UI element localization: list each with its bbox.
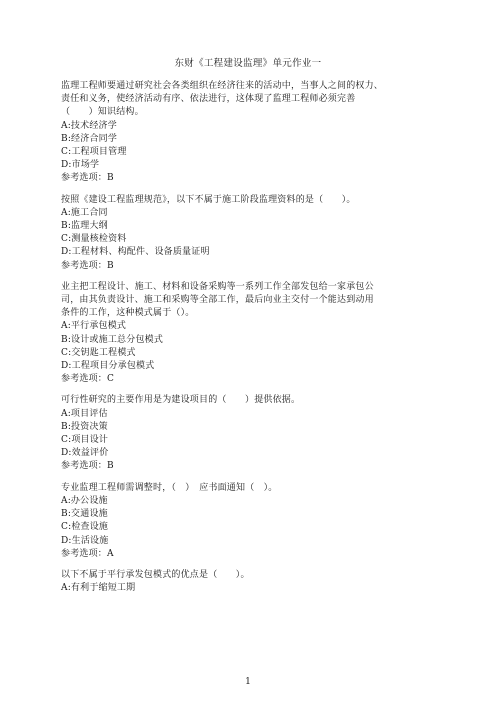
reference-answer: 参考选项：B <box>61 461 114 472</box>
option-c: C:测量核检资料 <box>61 234 127 245</box>
option-a: A:平行承包模式 <box>61 321 127 332</box>
question-stem-line: （ ）知识结构。 <box>61 107 144 118</box>
reference-answer: 参考选项：A <box>61 548 114 559</box>
option-b: B:交通设施 <box>61 509 108 520</box>
option-c: C:检查设施 <box>61 522 109 533</box>
option-a: A:项目评估 <box>61 408 108 419</box>
option-d: D:工程项目分承包模式 <box>61 361 155 372</box>
option-b: B:设计或施工总分包模式 <box>61 334 164 345</box>
option-a: A:技术经济学 <box>61 120 117 131</box>
option-c: C:项目设计 <box>61 435 109 446</box>
option-d: D:工程材料、构配件、设备质量证明 <box>61 247 210 258</box>
question-stem-line: 业主把工程设计、施工、材料和设备采购等一系列工作全部发包给一家承包公 <box>61 281 374 292</box>
option-d: D:市场学 <box>61 160 100 171</box>
question-4 <box>61 394 441 473</box>
option-a: A:施工合同 <box>61 207 108 218</box>
option-d: D:生活设施 <box>61 535 109 546</box>
question-1 <box>61 80 441 186</box>
question-stem-line: 可行性研究的主要作用是为建设项目的（ ）提供依据。 <box>61 395 301 406</box>
option-c: C:工程项目管理 <box>61 147 127 158</box>
option-b: B:监理大纲 <box>61 221 108 232</box>
page-title: 东财《工程建设监理》单元作业一 <box>174 58 322 69</box>
question-2 <box>61 194 441 273</box>
page-number: 1 <box>245 677 251 687</box>
question-stem-line: 以下不属于平行承发包模式的优点是（ ）。 <box>61 569 250 580</box>
question-list <box>61 80 441 603</box>
option-a: A:有利于缩短工期 <box>61 583 136 594</box>
question-stem-line: 条件的工作，这种模式属于（）。 <box>61 308 195 319</box>
option-d: D:效益评价 <box>61 448 109 459</box>
question-6 <box>61 569 441 595</box>
option-b: B:投资决策 <box>61 421 108 432</box>
question-stem-line: 专业监理工程师需调整时，（ ） 应书面通知（ ）。 <box>61 482 278 493</box>
option-a: A:办公设施 <box>61 495 108 506</box>
option-c: C:交钥匙工程模式 <box>61 347 136 358</box>
question-stem-line: 司，由其负责设计、施工和采购等全部工作，最后向业主交付一个能达到动用 <box>61 295 374 306</box>
option-b: B:经济合同学 <box>61 133 118 144</box>
question-stem-line: 按照《建设工程监理规范》，以下不属于施工阶段监理资料的是（ ）。 <box>61 194 356 205</box>
reference-answer: 参考选项：B <box>61 260 114 271</box>
question-stem-line: 责任和义务，使经济活动有序、依法进行，这体现了监理工程师必须完善 <box>61 94 356 105</box>
reference-answer: 参考选项：B <box>61 173 114 184</box>
question-3 <box>61 281 441 387</box>
question-5 <box>61 482 441 561</box>
reference-answer: 参考选项：C <box>61 374 115 385</box>
question-stem-line: 监理工程师要通过研究社会各类组织在经济往来的活动中，当事人之间的权力、 <box>61 81 384 91</box>
